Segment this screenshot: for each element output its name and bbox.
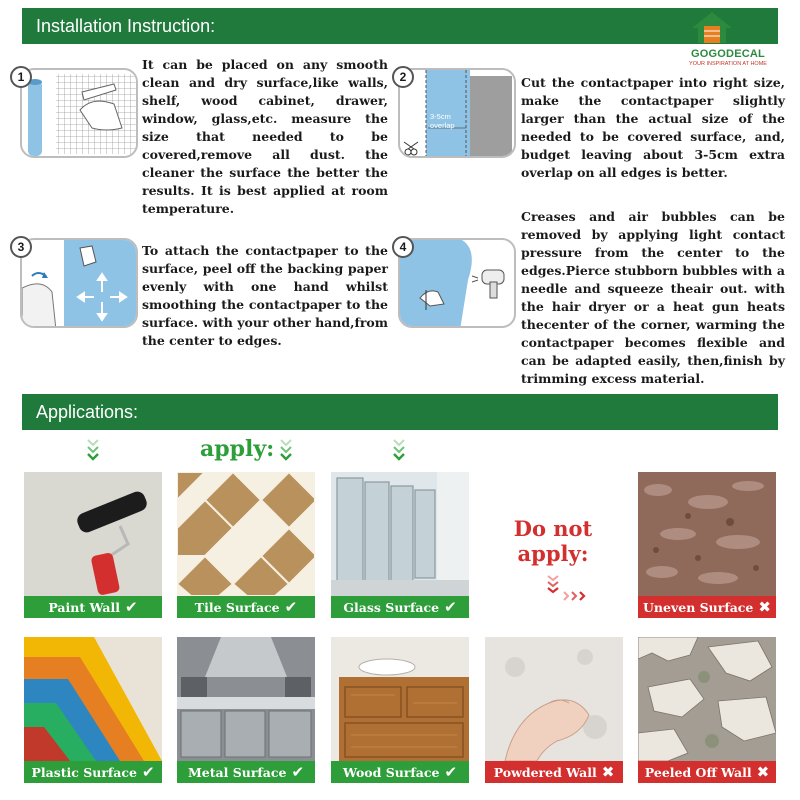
step-4-text: Creases and air bubbles can be removed by applying light contact pressure from the center to the edges.Pierce stubborn bubbles with a needle and squeeze theair out. with the hair dryer or a heat gun heats thecenter of the corner, warming the contactpaper becomes flexible and can be adapted easily, then,finish by trimming excess material.	[521, 209, 785, 386]
installation-banner	[22, 8, 778, 44]
overlap-label: 3-5cm overlap	[430, 112, 455, 130]
tile-uneven-surface	[638, 472, 776, 618]
installation-title: Installation Instruction:	[36, 16, 216, 36]
surface-label: Tile Surface	[194, 600, 280, 615]
cross-icon: ✖	[601, 763, 615, 781]
tile-surface-image	[177, 472, 315, 596]
wood-surface-image	[331, 637, 469, 761]
tile-powdered-wall	[485, 637, 623, 783]
plastic-surface-image	[24, 637, 162, 761]
glass-surface-image	[331, 472, 469, 596]
do-not-label-line2: apply:	[517, 541, 589, 566]
step-2-number: 2	[392, 66, 414, 88]
brand-name: GOGODECAL	[691, 48, 765, 60]
cross-icon: ✖	[756, 763, 770, 781]
house-logo-icon	[690, 10, 734, 44]
cross-icon: ✖	[758, 598, 771, 616]
plastic-surface-caption	[24, 761, 162, 783]
surface-label: Peeled Off Wall	[644, 765, 752, 780]
green-down-arrow-icon	[392, 438, 406, 464]
step-2-illustration	[398, 68, 516, 158]
surface-label: Glass Surface	[343, 600, 440, 615]
step-1-number: 1	[10, 66, 32, 88]
surface-label: Uneven Surface	[643, 600, 754, 615]
step-3-number: 3	[10, 236, 32, 258]
step-4-illustration	[398, 238, 516, 328]
check-icon: ✔	[141, 763, 155, 781]
metal-surface-image	[177, 637, 315, 761]
green-down-arrow-icon	[86, 438, 100, 464]
step-1-text: It can be placed on any smooth clean and dry surface,like walls, shelf, wood cabinet, drawer, window, glass,etc. measure the size that needed to be covered,remove all dust. the cleaner the surface the better the results. It is best applied at room temperature.	[142, 57, 388, 216]
powdered-wall-caption	[485, 761, 623, 783]
apply-label: apply:	[200, 436, 275, 462]
peeled-off-wall-caption	[638, 761, 776, 783]
brand-tagline: YOUR INSPIRATION AT HOME	[689, 61, 767, 67]
applications-banner	[22, 394, 778, 430]
surface-label: Plastic Surface	[31, 765, 137, 780]
do-not-label-line1: Do not	[513, 516, 593, 541]
step-1-illustration	[20, 68, 138, 158]
paint-wall-image	[24, 472, 162, 596]
surface-label: Paint Wall	[48, 600, 121, 615]
uneven-surface-caption	[638, 596, 776, 618]
check-icon: ✔	[444, 598, 457, 616]
wood-surface-caption	[331, 761, 469, 783]
glass-surface-caption	[331, 596, 469, 618]
surface-label: Metal Surface	[187, 765, 287, 780]
tile-surface-caption	[177, 596, 315, 618]
check-icon: ✔	[444, 763, 458, 781]
peeled-off-wall-image	[638, 637, 776, 761]
red-arrows-icon	[546, 574, 592, 602]
tile-paint-wall	[24, 472, 162, 618]
green-down-arrow-icon	[279, 438, 293, 464]
step-2-text: Cut the contactpaper into right size, make the contactpaper slightly larger than the actual size of the needed to be covered surface, and, budget leaving about 3-5cm extra overlap on all edges is better.	[521, 75, 785, 180]
step-3-illustration	[20, 238, 138, 328]
uneven-surface-image	[638, 472, 776, 596]
tile-metal-surface	[177, 637, 315, 783]
surface-label: Powdered Wall	[493, 765, 597, 780]
tile-tile-surface	[177, 472, 315, 618]
tile-plastic-surface	[24, 637, 162, 783]
step-4-number: 4	[392, 236, 414, 258]
surface-label: Wood Surface	[342, 765, 440, 780]
do-not-apply-label	[498, 516, 608, 566]
paint-wall-caption	[24, 596, 162, 618]
gogodecal-logo	[668, 10, 788, 74]
step-3-text: To attach the contactpaper to the surface, peel off the backing paper evenly with one hand whilst smoothing the contactpaper to the surface. with your other hand,from the center to edges.	[142, 243, 388, 348]
metal-surface-caption	[177, 761, 315, 783]
tile-wood-surface	[331, 637, 469, 783]
check-icon: ✔	[291, 763, 305, 781]
tile-peeled-off-wall	[638, 637, 776, 783]
applications-title: Applications:	[36, 402, 139, 422]
tile-glass-surface	[331, 472, 469, 618]
check-icon: ✔	[125, 598, 138, 616]
check-icon: ✔	[284, 598, 298, 616]
powdered-wall-image	[485, 637, 623, 761]
